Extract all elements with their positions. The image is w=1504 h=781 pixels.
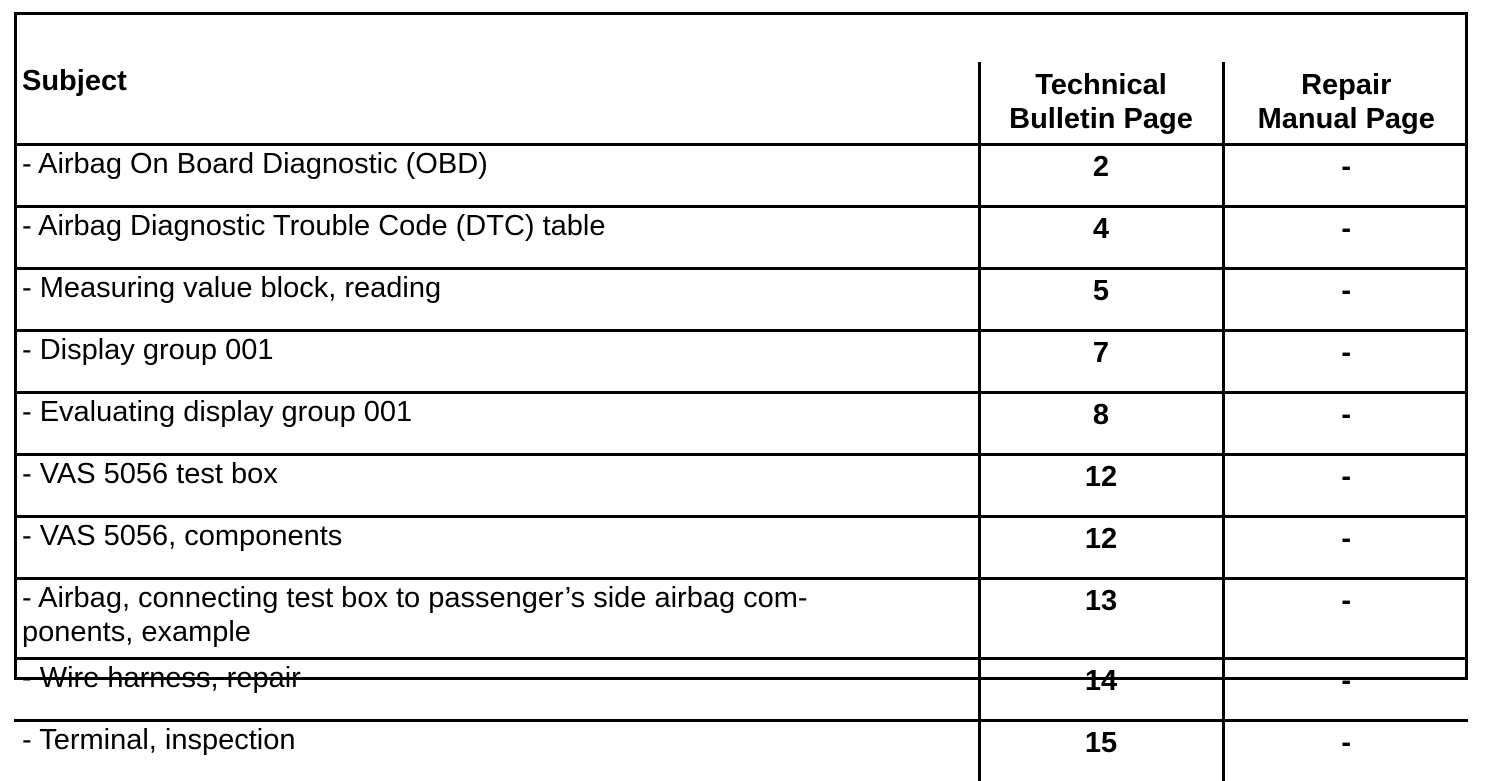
subject-cell: - VAS 5056 test box [14, 454, 979, 516]
table-row [14, 392, 1468, 454]
subject-cell: - Terminal, inspection [14, 720, 979, 781]
header-rm-line-1: Repair [1301, 69, 1392, 101]
bulletin-index-table [14, 62, 1468, 781]
table-row [14, 206, 1468, 268]
bulletin-page-cell: 12 [979, 516, 1223, 578]
bulletin-page-cell: 7 [979, 330, 1223, 392]
subject-cell: - Display group 001 [14, 330, 979, 392]
subject-cell: - Evaluating display group 001 [14, 392, 979, 454]
bulletin-page-cell: 5 [979, 268, 1223, 330]
subject-cell: - Airbag Diagnostic Trouble Code (DTC) table [14, 206, 979, 268]
bulletin-page-cell: 8 [979, 392, 1223, 454]
subject-cell: - Airbag On Board Diagnostic (OBD) [14, 144, 979, 206]
manual-page-cell: - [1223, 392, 1468, 454]
bulletin-page-cell: 14 [979, 658, 1223, 720]
header-tb-line-2: Bulletin Page [1009, 103, 1193, 135]
header-row [14, 62, 1468, 144]
table-row [14, 330, 1468, 392]
manual-page-cell: - [1223, 144, 1468, 206]
bulletin-page-cell: 4 [979, 206, 1223, 268]
subject-line-2: ponents, example [22, 615, 251, 648]
table-row [14, 658, 1468, 720]
header-rm-line-2: Manual Page [1257, 103, 1435, 135]
bulletin-page-cell: 13 [979, 578, 1223, 658]
subject-cell: - VAS 5056, components [14, 516, 979, 578]
subject-cell: - Measuring value block, reading [14, 268, 979, 330]
table-row [14, 144, 1468, 206]
manual-page-cell: - [1223, 330, 1468, 392]
subject-cell: - Wire harness, repair [14, 658, 979, 720]
manual-page-cell: - [1223, 658, 1468, 720]
bulletin-page-cell: 12 [979, 454, 1223, 516]
manual-page-cell: - [1223, 268, 1468, 330]
table-row [14, 268, 1468, 330]
bulletin-page-cell: 15 [979, 720, 1223, 781]
table-row [14, 720, 1468, 781]
subject-line-1: - Airbag, connecting test box to passenger’s side airbag com- [22, 581, 808, 614]
manual-page-cell: - [1223, 516, 1468, 578]
table-row [14, 516, 1468, 578]
manual-page-cell: - [1223, 720, 1468, 781]
table-row [14, 454, 1468, 516]
header-repair-manual-page [1223, 62, 1468, 144]
table-row [14, 578, 1468, 658]
manual-page-cell: - [1223, 454, 1468, 516]
header-tb-line-1: Technical [1035, 69, 1167, 101]
header-subject: Subject [14, 62, 979, 144]
bulletin-page-cell: 2 [979, 144, 1223, 206]
header-technical-bulletin-page [979, 62, 1223, 144]
manual-page-cell: - [1223, 578, 1468, 658]
subject-cell [14, 578, 979, 658]
manual-page-cell: - [1223, 206, 1468, 268]
